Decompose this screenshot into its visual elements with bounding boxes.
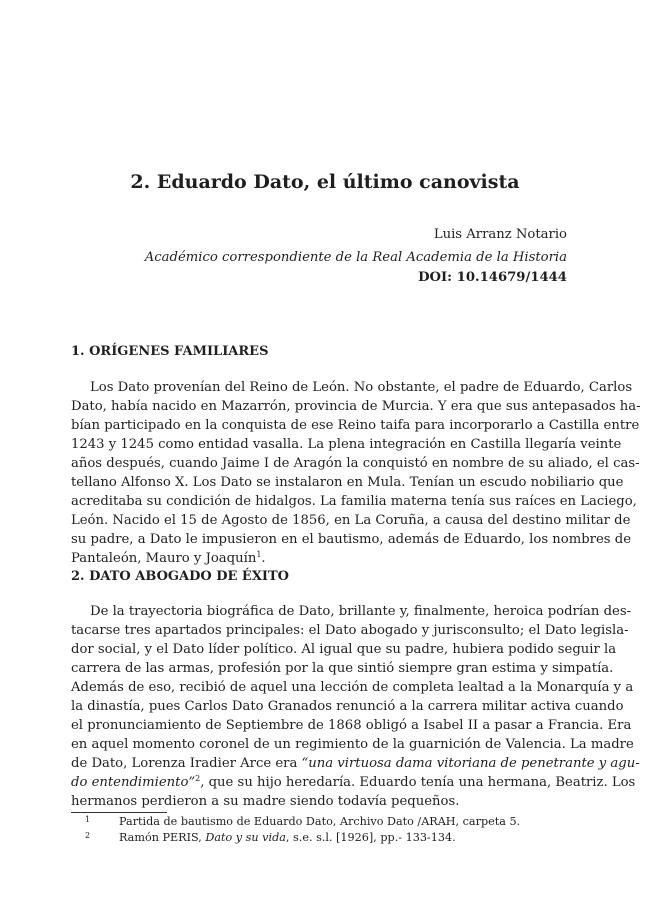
footnote-text: Partida de bautismo de Eduardo Dato, Archivo Dato /ARAH, carpeta 5. [119, 815, 521, 828]
doi: DOI: 10.14679/1444 [418, 270, 567, 285]
paragraph-line: la dinastía, pues Carlos Dato Granados renunció a la carrera militar activa cuando [71, 699, 624, 714]
paragraph-line: acreditaba su condición de hidalgos. La familia materna tenía sus raíces en Laciego, [71, 494, 637, 509]
chapter-title: 2. Eduardo Dato, el último canovista [130, 171, 520, 193]
paragraph-line: Dato, había nacido en Mazarrón, provincia de Murcia. Y era que sus antepasados ha- [71, 399, 641, 414]
paragraph-line: bían participado en la conquista de ese Reino taifa para incorporarlo a Castilla entre [71, 418, 640, 433]
quotation: do entendimiento” [71, 775, 196, 790]
quotation: “una virtuosa dama vitoriana de penetrante y agu- [301, 756, 640, 771]
paragraph-line: Además de eso, recibió de aquel una lección de completa lealtad a la Monarquía y a [71, 680, 634, 695]
line-text: Pantaleón, Mauro y Joaquín [71, 551, 257, 566]
footnote-ref[interactable]: 2 [195, 774, 201, 783]
paragraph-line: el pronunciamiento de Septiembre de 1868 obligó a Isabel II a pasar a Francia. Era [71, 718, 632, 733]
paragraph-line: años después, cuando Jaime I de Aragón la conquistó en nombre de su aliado, el cas- [71, 456, 640, 471]
footnote-text: Ramón PERIS, [119, 831, 206, 844]
paragraph-line: carrera de las armas, profesión por la que sintió siempre gran estima y simpatía. [71, 661, 614, 676]
paragraph-line [71, 754, 640, 773]
paragraph-line: su padre, a Dato le impusieron en el bautismo, además de Eduardo, los nombres de [71, 532, 631, 547]
line-text: de Dato, Lorenza Iradier Arce era [71, 756, 302, 771]
paragraph-line: 1243 y 1245 como entidad vasalla. La plena integración en Castilla llegaría veinte [71, 437, 622, 452]
footnote-book-title: Dato y su vida [205, 831, 286, 844]
section-heading: 1. ORÍGENES FAMILIARES [71, 344, 269, 359]
paragraph-line-last: hermanos perdieron a su madre siendo todavía pequeños. [71, 794, 460, 809]
author-affiliation: Académico correspondiente de la Real Academia de la Historia [144, 250, 567, 265]
paragraph-line: tacarse tres apartados principales: el Dato abogado y jurisconsulto; el Dato legisla- [71, 623, 629, 638]
footnote-text: , s.e. s.l. [1926], pp.- 133-134. [285, 831, 456, 844]
paragraph-line-last [71, 549, 568, 568]
paragraph-line: en aquel momento coronel de un regimiento de la guarnición de Valencia. La madre [71, 737, 634, 752]
section-heading: 2. DATO ABOGADO DE ÉXITO [71, 569, 290, 584]
paragraph-line: León. Nacido el 15 de Agosto de 1856, en La Coruña, a causa del destino militar de [71, 513, 631, 528]
footnote-number: 1 [85, 815, 91, 824]
paragraph-line: tellano Alfonso X. Los Dato se instalaron en Mula. Tenían un escudo nobiliario que [71, 475, 624, 490]
footnote [85, 831, 456, 844]
author-name: Luis Arranz Notario [433, 227, 567, 242]
footnote [85, 815, 520, 828]
footnote-divider [71, 812, 167, 813]
paragraph-line: Los Dato provenían del Reino de León. No obstante, el padre de Eduardo, Carlos [90, 380, 633, 395]
paragraph-line: De la trayectoria biográfica de Dato, brillante y, finalmente, heroica podrían des- [90, 604, 632, 619]
paragraph-line: dor social, y el Dato líder político. Al igual que su padre, hubiera podido seguir la [71, 642, 617, 657]
line-end: . [261, 551, 266, 566]
footnote-number: 2 [85, 831, 91, 840]
footnote-ref[interactable]: 1 [256, 550, 262, 559]
line-text: , que su hijo heredaría. Eduardo tenía una hermana, Beatriz. Los [200, 775, 636, 790]
paragraph-line [71, 773, 636, 792]
